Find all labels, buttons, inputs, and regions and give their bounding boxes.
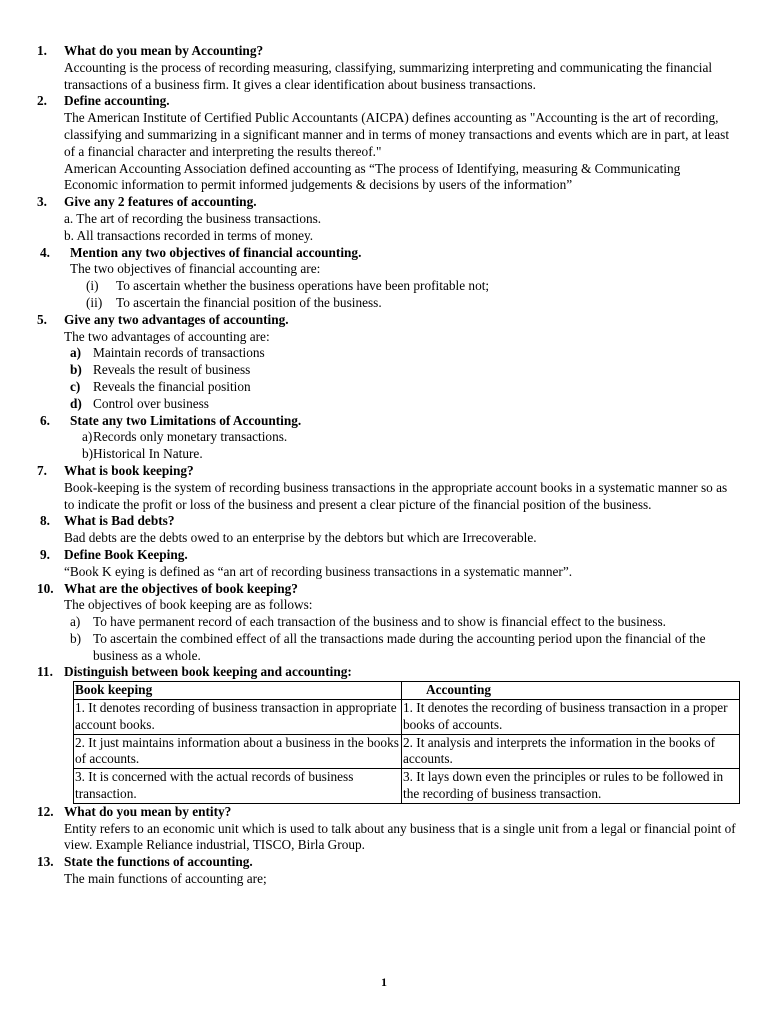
list-item-text: To ascertain whether the business operations have been profitable not; [116, 278, 490, 294]
question-number: 12. [37, 803, 54, 819]
list-item-text: Control over business [93, 395, 209, 411]
list-marker: a) [70, 345, 82, 361]
question-title: What is book keeping? [64, 462, 194, 478]
question-title: Mention any two objectives of financial accounting. [70, 244, 362, 260]
list-item: b. All transactions recorded in terms of money. [64, 227, 314, 243]
list-item [64, 295, 736, 312]
list-marker: b) [70, 630, 82, 646]
list-item [64, 396, 736, 413]
question-number: 11. [37, 664, 53, 680]
list-item-text: Historical In Nature. [93, 446, 203, 462]
page-number: 1 [381, 975, 387, 989]
table-row [74, 734, 740, 769]
list-marker: a) [70, 614, 81, 630]
objectives-list [64, 278, 736, 312]
list-item [64, 278, 736, 295]
question-number: 3. [37, 194, 47, 210]
answer-intro: The two objectives of financial accounting are: [70, 261, 321, 277]
list-item [64, 614, 736, 631]
question-title: Define accounting. [64, 93, 170, 109]
question-10 [0, 581, 768, 665]
column-header: Book keeping [74, 682, 402, 700]
question-12 [0, 804, 768, 854]
question-2 [0, 93, 768, 194]
question-number: 1. [37, 43, 47, 58]
answer-text: The main functions of accounting are; [64, 871, 267, 887]
list-item-text: Maintain records of transactions [93, 345, 265, 361]
table-row [74, 769, 740, 804]
list-item-text: To have permanent record of each transaction of the business and to show is financial effect to the business. [93, 614, 666, 630]
question-11 [0, 664, 768, 681]
question-title: State the functions of accounting. [64, 854, 253, 870]
answer-text: Entity refers to an economic unit which is used to talk about any business that is a single unit from a legal or financial point of view. Example Reliance industrial, TISCO, Birla Group. [64, 820, 736, 853]
question-8 [0, 513, 768, 547]
table-cell: 1. It denotes recording of business transaction in appropriate account books. [74, 700, 402, 735]
question-13 [0, 854, 768, 888]
question-number: 8. [40, 513, 50, 529]
list-item-text: Reveals the result of business [93, 362, 251, 378]
answer-text: “Book K eying is defined as “an art of recording business transactions in a systematic manner”. [64, 563, 573, 579]
table-header-row [74, 682, 740, 700]
document-page [0, 43, 768, 888]
question-title: What do you mean by Accounting? [64, 43, 264, 58]
answer-text: Accounting is the process of recording measuring, classifying, summarizing interpreting and communicating the financial transactions of a business firm. It gives a clear identification about business transactions. [64, 59, 713, 92]
question-9 [0, 547, 768, 581]
table-cell: 1. It denotes the recording of business transaction in a proper books of accounts. [402, 700, 740, 735]
list-marker: d) [70, 395, 82, 411]
list-item-text: Reveals the financial position [93, 378, 251, 394]
question-title: What do you mean by entity? [64, 803, 232, 819]
table-cell: 2. It analysis and interprets the information in the books of accounts. [402, 734, 740, 769]
list-marker: (i) [86, 278, 99, 294]
question-title: Distinguish between book keeping and accounting: [64, 664, 352, 680]
limitations-list [64, 429, 736, 463]
comparison-table [73, 681, 740, 804]
list-item-text: Records only monetary transactions. [93, 429, 288, 445]
question-title: What is Bad debts? [64, 513, 175, 529]
question-number: 13. [37, 854, 54, 870]
advantages-list [64, 345, 736, 412]
question-number: 7. [37, 462, 47, 478]
list-item [64, 631, 736, 665]
column-header: Accounting [402, 682, 740, 700]
list-item: a. The art of recording the business transactions. [64, 210, 322, 226]
list-item [64, 362, 736, 379]
table-cell: 3. It is concerned with the actual records of business transaction. [74, 769, 402, 804]
question-title: Define Book Keeping. [64, 546, 188, 562]
list-item-text: To ascertain the financial position of the business. [116, 294, 382, 310]
answer-intro: The objectives of book keeping are as follows: [64, 597, 313, 613]
list-item [64, 429, 736, 446]
question-7 [0, 463, 768, 513]
answer-text: The American Institute of Certified Public Accountants (AICPA) defines accounting as "Accounting is the art of recording, classifying and summarizing in a significant manner and in terms of money transactions and events which are in part, at least of a financial character and interpreting the results thereof." [64, 110, 730, 159]
question-title: What are the objectives of book keeping? [64, 580, 298, 596]
table-cell: 2. It just maintains information about a business in the books of accounts. [74, 734, 402, 769]
answer-intro: The two advantages of accounting are: [64, 328, 270, 344]
table-cell: 3. It lays down even the principles or rules to be followed in the recording of business transaction. [402, 769, 740, 804]
question-number: 2. [37, 93, 47, 109]
list-item-text: To ascertain the combined effect of all the transactions made during the accounting period upon the financial of the business as a whole. [93, 630, 706, 663]
question-number: 6. [40, 412, 50, 428]
question-3 [0, 194, 768, 244]
question-5 [0, 312, 768, 413]
answer-text: Bad debts are the debts owed to an enterprise by the debtors but which are Irrecoverable. [64, 530, 537, 546]
question-number: 5. [37, 311, 47, 327]
comparison-table-wrapper [0, 681, 768, 804]
question-6 [0, 413, 768, 463]
list-marker: c) [70, 378, 81, 394]
question-number: 9. [40, 546, 50, 562]
list-item [64, 379, 736, 396]
list-marker: a) [82, 429, 93, 445]
list-marker: b) [70, 362, 82, 378]
list-item [64, 345, 736, 362]
answer-text: American Accounting Association defined accounting as “The process of Identifying, measuring & Communicating Economic information to permit informed judgements & decisions by users of the information” [64, 160, 681, 193]
list-marker: b) [82, 446, 94, 462]
objectives-list [64, 614, 736, 664]
question-title: State any two Limitations of Accounting. [70, 412, 302, 428]
question-4 [0, 245, 768, 312]
question-1 [0, 43, 768, 93]
question-title: Give any two advantages of accounting. [64, 311, 289, 327]
list-marker: (ii) [86, 294, 103, 310]
question-number: 4. [40, 244, 50, 260]
table-row [74, 700, 740, 735]
question-number: 10. [37, 580, 54, 596]
list-item [64, 446, 736, 463]
answer-text: Book-keeping is the system of recording business transactions in the appropriate account books in a systematic manner so as to indicate the profit or loss of the business and present a clear picture of the financial position of the business. [64, 479, 728, 512]
question-title: Give any 2 features of accounting. [64, 194, 257, 210]
